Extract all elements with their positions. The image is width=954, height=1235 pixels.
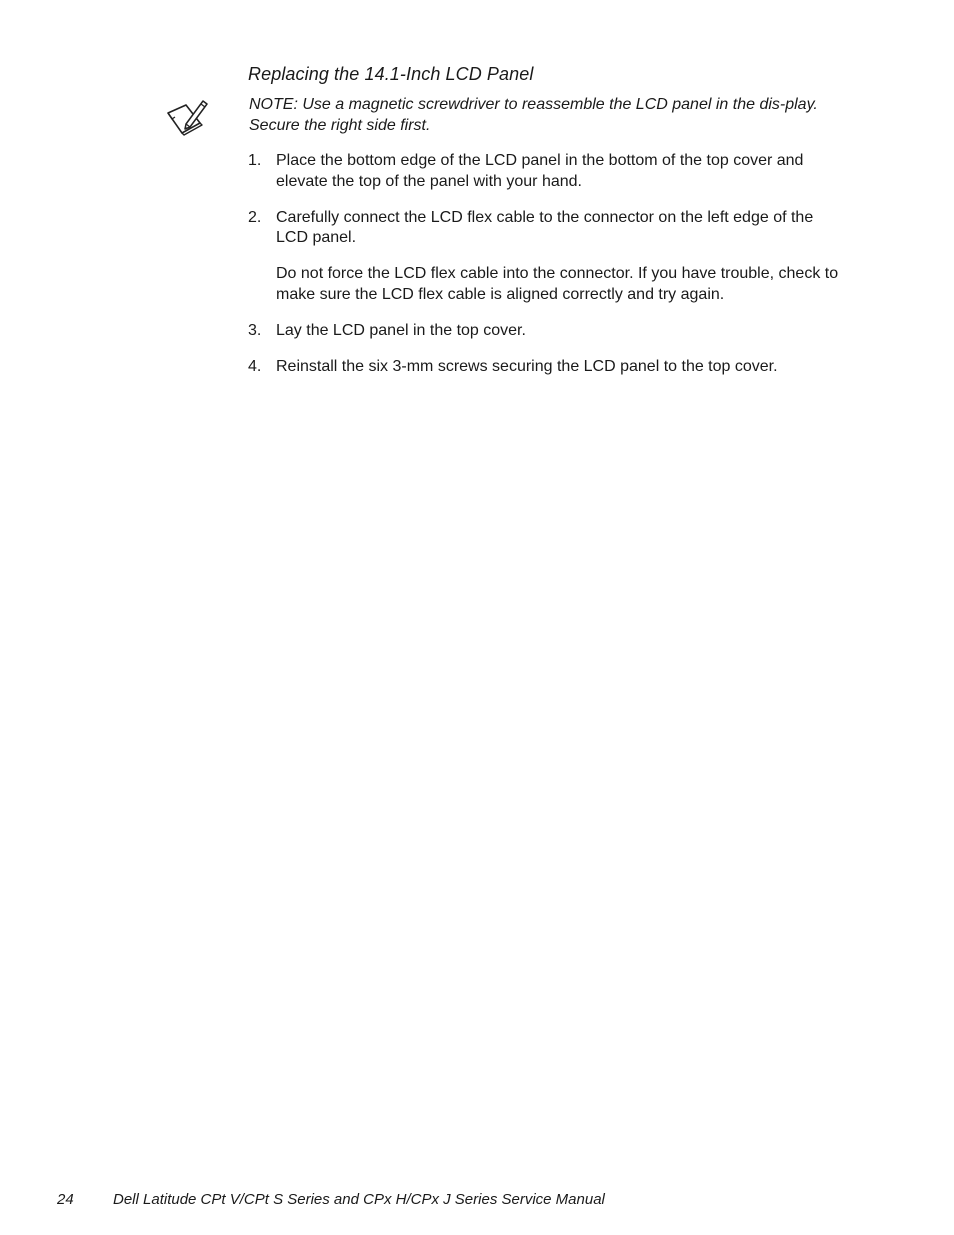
manual-title: Dell Latitude CPt V/CPt S Series and CPx H/CPx J Series Service Manual: [113, 1191, 605, 1208]
step-subtext: Do not force the LCD flex cable into the connector. If you have trouble, check to make sure the LCD flex cable is aligned correctly and try again.: [276, 265, 839, 303]
page-number: 24: [57, 1191, 74, 1208]
step-text: Carefully connect the LCD flex cable to the connector on the left edge of the LCD panel.: [276, 208, 814, 246]
procedure-steps: [248, 151, 848, 393]
step-2: [248, 208, 848, 306]
step-text: Reinstall the six 3-mm screws securing the LCD panel to the top cover.: [276, 357, 778, 375]
step-4: [248, 357, 848, 378]
step-1: [248, 151, 848, 192]
step-number: 3.: [248, 321, 262, 339]
step-number: 4.: [248, 357, 262, 375]
step-3: [248, 321, 848, 342]
step-text: Lay the LCD panel in the top cover.: [276, 321, 526, 339]
step-number: 2.: [248, 208, 262, 226]
note-pencil-icon: [166, 99, 208, 137]
step-number: 1.: [248, 152, 262, 169]
section-title: Replacing the 14.1-Inch LCD Panel: [248, 64, 534, 84]
note-text: NOTE: Use a magnetic screwdriver to reassemble the LCD panel in the dis-play. Secure the right side first.: [249, 96, 818, 134]
step-text: Place the bottom edge of the LCD panel in the bottom of the top cover and elevate the top of the panel with your hand.: [276, 152, 804, 190]
